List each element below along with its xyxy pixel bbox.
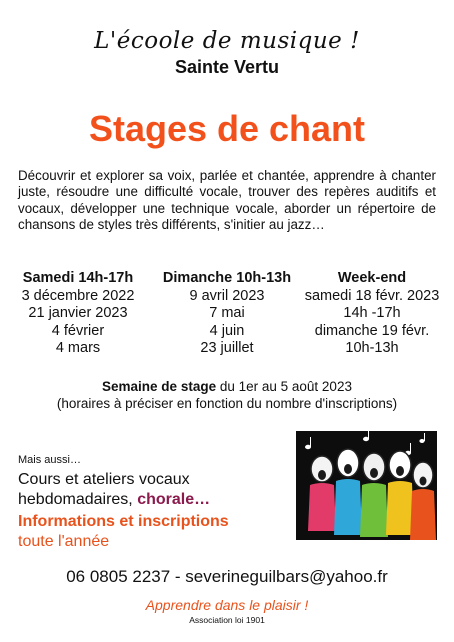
schedule-date: 4 juin	[209, 322, 245, 339]
schedule-date: 4 mars	[55, 340, 101, 357]
schedule-heading: Samedi 14h-17h	[22, 270, 134, 286]
schedule-date: 21 janvier 2023	[28, 305, 128, 322]
all-year-line: toute l'année	[18, 533, 110, 550]
also-label: Mais aussi…	[18, 454, 81, 466]
page-title: Stages de chant	[88, 108, 366, 149]
contact-line: 06 0805 2237 - severineguilbars@yahoo.fr	[66, 567, 388, 586]
weekly-choir-line	[18, 490, 210, 510]
singer-figure	[410, 462, 436, 540]
schedule-column-sunday	[152, 270, 302, 358]
schedule-heading: Week-end	[337, 270, 407, 286]
motto: Apprendre dans le plaisir !	[145, 597, 309, 613]
schedule-date: samedi 18 févr. 2023	[304, 287, 440, 304]
school-subtitle: Sainte Vertu	[174, 57, 280, 77]
schedule-date: 9 avril 2023	[189, 287, 265, 304]
schedule-date: 3 décembre 2022	[21, 287, 135, 304]
school-name: L'écoole de musique !	[94, 28, 360, 54]
schedule-date: 23 juillet	[200, 340, 254, 357]
schedule-heading: Dimanche 10h-13h	[162, 270, 292, 286]
schedule-date: 7 mai	[209, 305, 245, 322]
stage-week-line	[0, 378, 454, 395]
stage-week-dates: du 1er au 5 août 2023	[216, 379, 352, 394]
intro-paragraph: Découvrir et explorer sa voix, parlée et chantée, apprendre à chanter juste, résoudre une difficulté vocale, trouver des repères auditifs et vocaux, développer une technique vocale, aborder un répertoire de chansons de styles très différents, s'initier au jazz…	[18, 168, 436, 233]
singers-illustration	[296, 431, 437, 540]
schedule-date: dimanche 19 févr.	[314, 322, 430, 339]
stage-week-label: Semaine de stage	[102, 379, 217, 394]
schedule-column-saturday	[3, 270, 153, 358]
weekly-label: hebdomadaires,	[18, 491, 138, 508]
music-notes-icon	[305, 431, 425, 455]
schedule-time: 14h -17h	[343, 305, 401, 322]
schedule-column-weekend	[292, 270, 452, 358]
singers-drawing	[296, 431, 437, 540]
weekly-courses-line: Cours et ateliers vocaux	[18, 471, 190, 488]
schedule-time: 10h-13h	[345, 340, 399, 357]
singer-figure	[308, 456, 336, 531]
info-registration-line: Informations et inscriptions	[18, 513, 229, 530]
schedule-date: 4 février	[51, 322, 105, 339]
stage-week-block	[0, 378, 454, 412]
association-note: Association loi 1901	[189, 615, 265, 625]
stage-week-note: (horaires à préciser en fonction du nombre d'inscriptions)	[56, 396, 398, 411]
singer-figure	[334, 449, 362, 535]
singer-figure	[386, 451, 414, 535]
chorale-highlight: chorale…	[137, 491, 211, 508]
singer-figure	[360, 453, 388, 537]
